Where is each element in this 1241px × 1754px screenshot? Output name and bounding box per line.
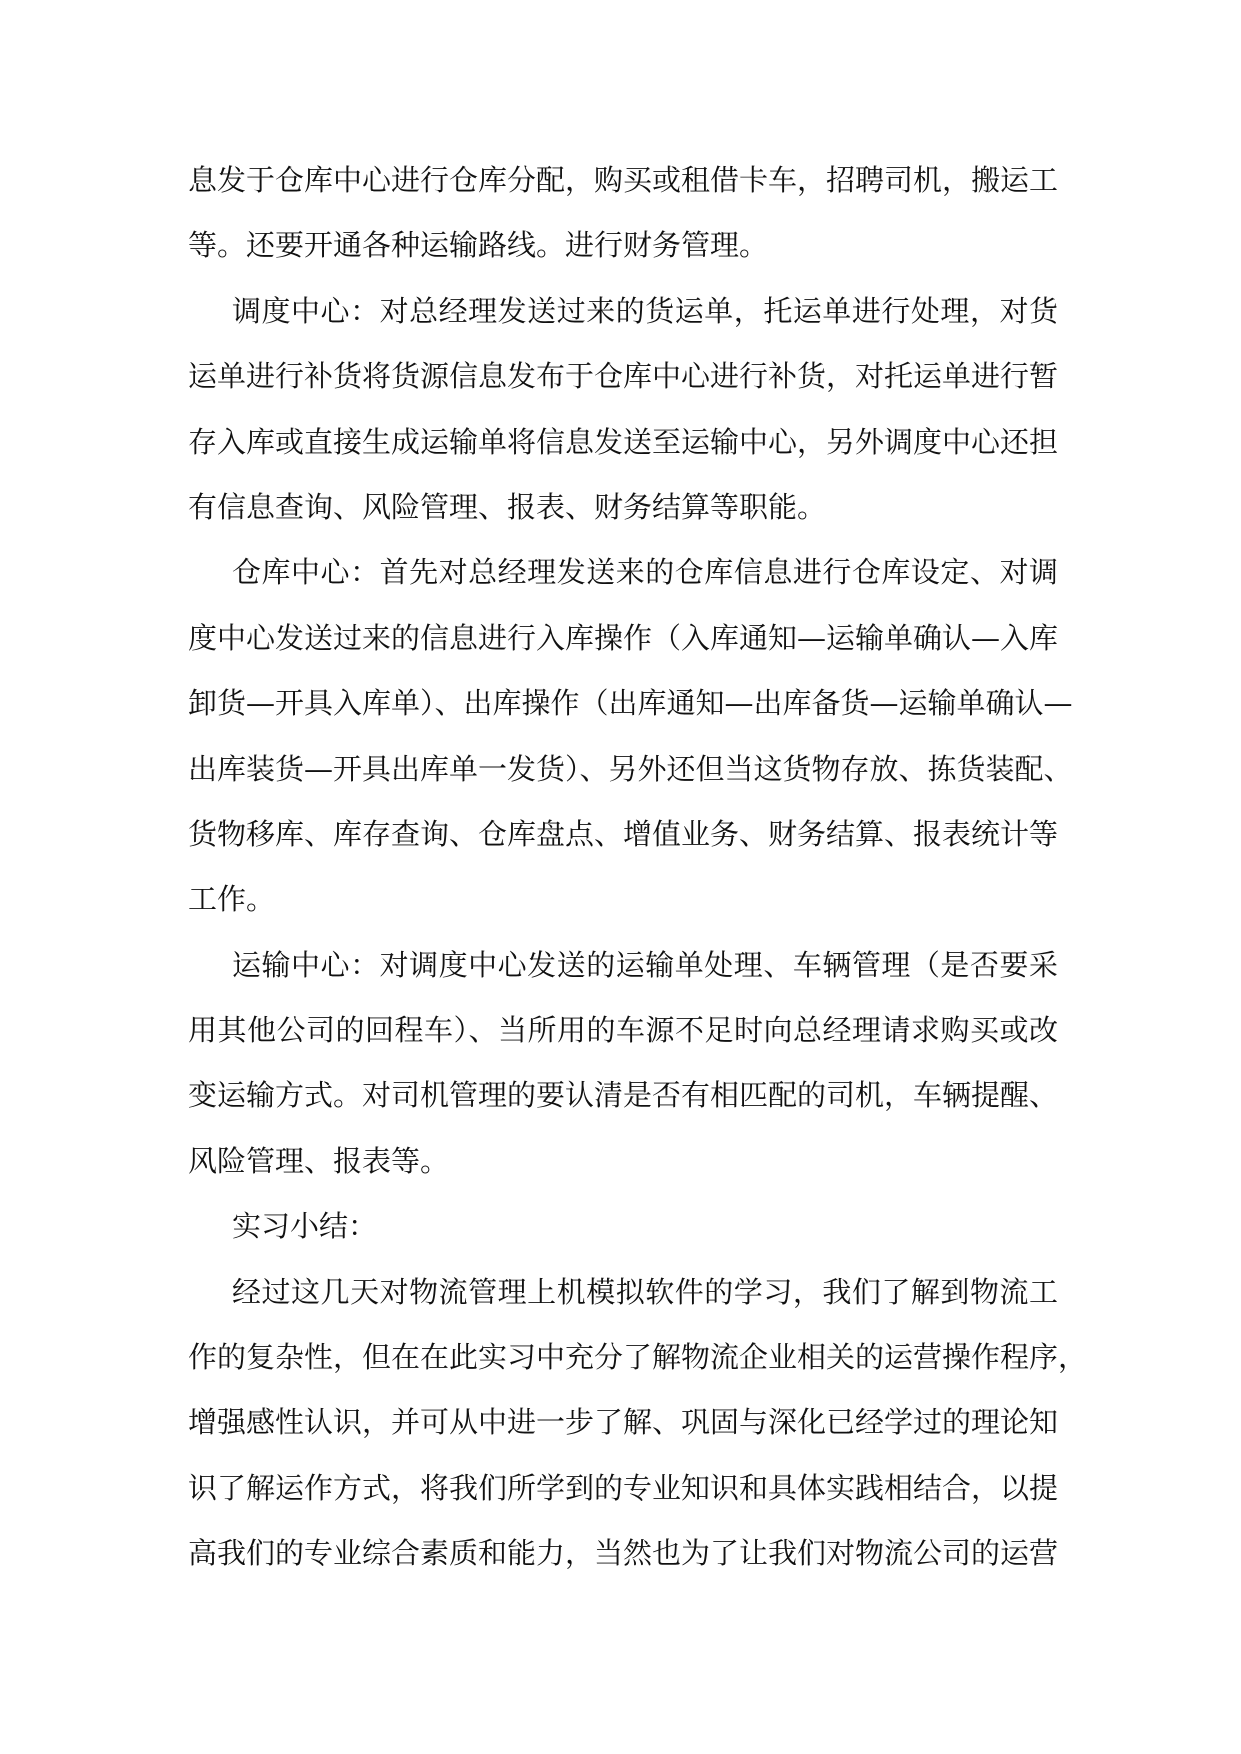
text-line: 运输中心：对调度中心发送的运输单处理、车辆管理（是否要采 (232, 947, 1058, 982)
text-line: 调度中心：对总经理发送过来的货运单，托运单进行处理，对货 (232, 293, 1058, 328)
section-heading: 实习小结： (232, 1209, 378, 1244)
document-body (188, 158, 1088, 1597)
text-line: 等。还要开通各种运输路线。进行财务管理。 (188, 228, 769, 263)
text-line: 息发于仓库中心进行仓库分配，购买或租借卡车，招聘司机，搬运工 (188, 163, 1059, 197)
text-line: 风险管理、报表等。 (188, 1143, 450, 1178)
text-line: 用其他公司的回程车）、当所用的车源不足时向总经理请求购买或改 (188, 1013, 1058, 1048)
text-line: 高我们的专业综合素质和能力，当然也为了让我们对物流公司的运营 (188, 1536, 1059, 1571)
text-line: 卸货—开具入库单）、出库操作（出库通知—出库备货—运输单确认— (188, 686, 1073, 721)
text-line: 识了解运作方式，将我们所学到的专业知识和具体实践相结合，以提 (188, 1470, 1059, 1505)
text-line: 变运输方式。对司机管理的要认清是否有相匹配的司机，车辆提醒、 (188, 1078, 1059, 1113)
text-line: 货物移库、库存查询、仓库盘点、增值业务、财务结算、报表统计等 (188, 816, 1059, 851)
text-line: 出库装货—开具出库单一发货）、另外还但当这货物存放、拣货装配、 (188, 751, 1073, 786)
text-line: 存入库或直接生成运输单将信息发送至运输中心，另外调度中心还担 (188, 424, 1059, 459)
text-line: 运单进行补货将货源信息发布于仓库中心进行补货，对托运单进行暂 (188, 359, 1059, 394)
text-line: 增强感性认识，并可从中进一步了解、巩固与深化已经学过的理论知 (188, 1405, 1059, 1440)
text-line: 作的复杂性，但在在此实习中充分了解物流企业相关的运营操作程序， (188, 1340, 1088, 1375)
text-line: 度中心发送过来的信息进行入库操作（入库通知—运输单确认—入库 (188, 620, 1059, 655)
text-line: 经过这几天对物流管理上机模拟软件的学习，我们了解到物流工 (232, 1274, 1058, 1309)
text-line: 工作。 (188, 882, 276, 917)
text-line: 仓库中心：首先对总经理发送来的仓库信息进行仓库设定、对调 (232, 555, 1058, 590)
text-line: 有信息查询、风险管理、报表、财务结算等职能。 (188, 489, 827, 524)
